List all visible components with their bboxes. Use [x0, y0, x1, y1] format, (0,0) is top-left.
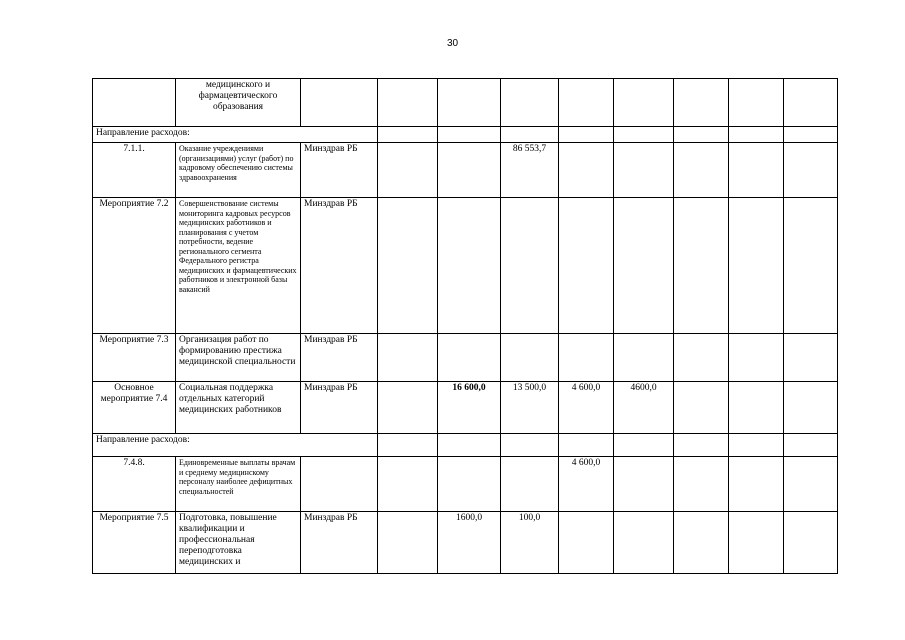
value-cell	[784, 198, 838, 334]
value-cell	[438, 143, 501, 198]
value-cell	[729, 143, 784, 198]
activity-name: медицинского и фармацевтического образования	[176, 79, 301, 127]
budget-table	[92, 78, 838, 574]
value-cell	[438, 79, 501, 127]
value-cell: 4600,0	[614, 382, 674, 434]
value-cell	[784, 143, 838, 198]
value-cell	[559, 143, 614, 198]
value-cell	[674, 382, 729, 434]
activity-code	[93, 79, 176, 127]
value-cell	[784, 457, 838, 512]
empty-cell	[674, 127, 729, 143]
table-row	[93, 512, 838, 574]
value-cell	[784, 79, 838, 127]
value-cell	[559, 512, 614, 574]
value-cell	[729, 198, 784, 334]
value-cell	[614, 143, 674, 198]
empty-cell	[784, 434, 838, 457]
table-row	[93, 79, 838, 127]
activity-name: Организация работ по формированию престижа медицинской специальности	[176, 334, 301, 382]
value-cell	[614, 334, 674, 382]
activity-name: Социальная поддержка отдельных категорий медицинских работников	[176, 382, 301, 434]
value-cell: 100,0	[501, 512, 559, 574]
value-cell	[729, 457, 784, 512]
executor	[301, 79, 378, 127]
value-cell	[378, 143, 438, 198]
value-cell: 16 600,0	[438, 382, 501, 434]
section-row	[93, 434, 838, 457]
value-cell: 1600,0	[438, 512, 501, 574]
empty-cell	[729, 127, 784, 143]
empty-cell	[559, 127, 614, 143]
value-cell: 86 553,7	[501, 143, 559, 198]
value-cell	[614, 512, 674, 574]
table-row	[93, 334, 838, 382]
value-cell	[614, 198, 674, 334]
value-cell	[378, 457, 438, 512]
value-cell	[784, 382, 838, 434]
value-cell	[438, 198, 501, 334]
activity-code: 7.4.8.	[93, 457, 176, 512]
activity-name: Единовременные выплаты врачам и среднему медицинскому персоналу наиболее дефицитных специальностей	[176, 457, 301, 512]
table-row	[93, 198, 838, 334]
section-label: Направление расходов:	[93, 434, 378, 457]
executor: Минздрав РБ	[301, 143, 378, 198]
empty-cell	[559, 434, 614, 457]
value-cell	[674, 79, 729, 127]
activity-name: Подготовка, повышение квалификации и профессиональная переподготовка медицинских и	[176, 512, 301, 574]
executor: Минздрав РБ	[301, 334, 378, 382]
value-cell	[501, 198, 559, 334]
empty-cell	[614, 434, 674, 457]
value-cell	[674, 334, 729, 382]
value-cell	[378, 512, 438, 574]
value-cell	[438, 334, 501, 382]
value-cell	[438, 457, 501, 512]
activity-code: Основное мероприятие 7.4	[93, 382, 176, 434]
value-cell: 13 500,0	[501, 382, 559, 434]
activity-code: Мероприятие 7.5	[93, 512, 176, 574]
value-cell	[729, 512, 784, 574]
activity-code: 7.1.1.	[93, 143, 176, 198]
value-cell	[501, 79, 559, 127]
empty-cell	[438, 127, 501, 143]
value-cell	[559, 334, 614, 382]
value-cell	[501, 334, 559, 382]
empty-cell	[784, 127, 838, 143]
value-cell: 4 600,0	[559, 382, 614, 434]
empty-cell	[674, 434, 729, 457]
table-row	[93, 457, 838, 512]
value-cell	[784, 512, 838, 574]
value-cell	[614, 457, 674, 512]
value-cell	[559, 198, 614, 334]
value-cell	[674, 143, 729, 198]
table-row	[93, 143, 838, 198]
value-cell	[674, 198, 729, 334]
value-cell	[729, 79, 784, 127]
value-cell	[378, 382, 438, 434]
executor: Минздрав РБ	[301, 382, 378, 434]
activity-code: Мероприятие 7.3	[93, 334, 176, 382]
executor: Минздрав РБ	[301, 512, 378, 574]
value-cell	[614, 79, 674, 127]
activity-name: Оказание учреждениями (организациями) услуг (работ) по кадровому обеспечению системы здравоохранения	[176, 143, 301, 198]
section-label: Направление расходов:	[93, 127, 378, 143]
empty-cell	[378, 434, 438, 457]
value-cell	[378, 79, 438, 127]
table-row	[93, 382, 838, 434]
value-cell	[501, 457, 559, 512]
value-cell	[784, 334, 838, 382]
empty-cell	[378, 127, 438, 143]
value-cell	[378, 334, 438, 382]
empty-cell	[501, 127, 559, 143]
value-cell	[378, 198, 438, 334]
executor	[301, 457, 378, 512]
page-number: 30	[446, 38, 459, 49]
section-row	[93, 127, 838, 143]
value-cell	[674, 512, 729, 574]
value-cell	[674, 457, 729, 512]
value-cell	[559, 79, 614, 127]
value-cell	[729, 334, 784, 382]
empty-cell	[438, 434, 501, 457]
executor: Минздрав РБ	[301, 198, 378, 334]
value-cell	[729, 382, 784, 434]
activity-code: Мероприятие 7.2	[93, 198, 176, 334]
empty-cell	[614, 127, 674, 143]
table-body	[93, 79, 838, 574]
empty-cell	[729, 434, 784, 457]
value-cell: 4 600,0	[559, 457, 614, 512]
activity-name: Совершенствование системы мониторинга кадровых ресурсов медицинских работников и планирования с учетом потребности, ведение регионального сегмента Федерального регистра медицинских и фармацевтических работников и электронной базы вакансий	[176, 198, 301, 334]
empty-cell	[501, 434, 559, 457]
